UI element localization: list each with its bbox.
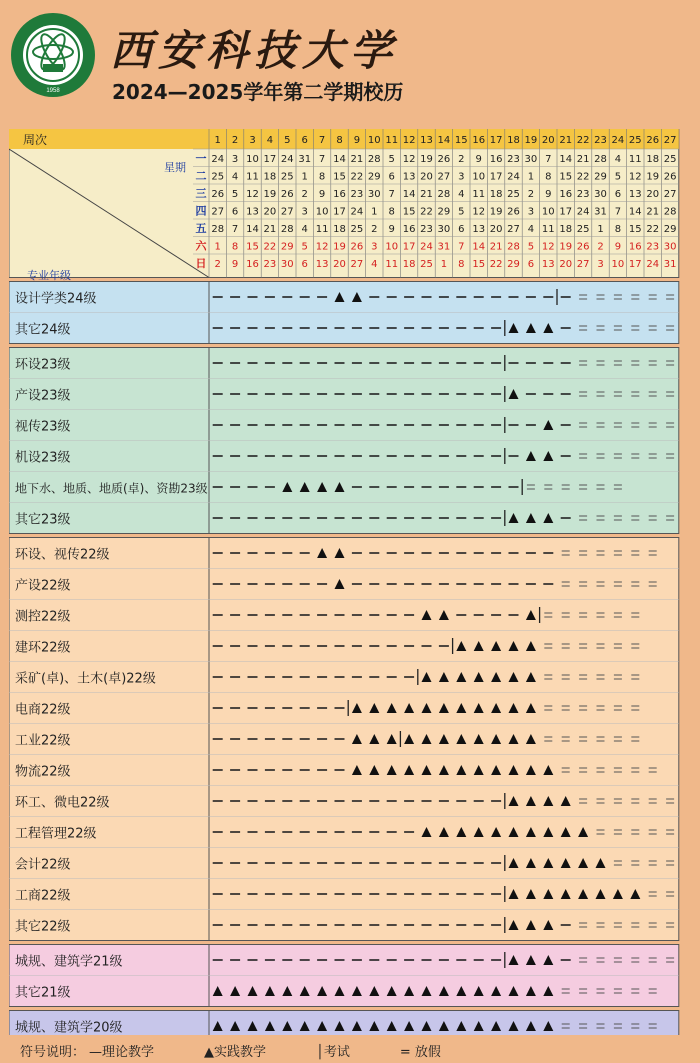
date-cell: 20 [559,259,573,270]
week-number: 1 [214,135,221,146]
date-cell: 17 [333,206,346,218]
date-cell: 21 [350,154,364,165]
date-cell: 14 [333,154,346,165]
date-cell: 24 [646,259,660,270]
date-cell: 14 [246,224,259,235]
weekday-4: 四 [195,204,207,218]
date-cell: 26 [663,171,677,183]
week-number: 7 [318,135,326,146]
date-cell: 28 [437,189,451,200]
date-cell: 22 [263,241,277,253]
date-cell: 18 [646,154,660,165]
legend [20,1041,471,1061]
weekday-1: 一 [195,152,207,165]
legend-prefix: 符号说明： [20,1045,86,1060]
date-cell: 24 [420,241,433,253]
date-cell: 20 [646,189,660,200]
date-cell: 26 [507,206,520,218]
grade-name: 环设23级 [15,357,71,373]
date-cell: 7 [388,189,395,200]
date-cell: 3 [527,206,535,218]
date-cell: 31 [663,259,677,270]
date-cell: 28 [663,206,677,218]
grade-name: 视传23级 [15,419,71,435]
date-cell: 27 [507,224,520,235]
date-cell: 24 [507,171,520,183]
grade-name: 采矿(卓)、土木(卓)22级 [15,671,156,687]
date-cell: 6 [458,224,465,235]
date-cell: 27 [663,189,677,200]
grade-name: 产设22级 [15,578,71,594]
date-cell: 3 [458,171,465,183]
date-cell: 3 [371,241,378,253]
legend-theory: —理论教学 [89,1045,155,1060]
date-cell: 15 [402,206,416,218]
date-cell: 11 [246,171,259,183]
date-cell: 5 [458,206,465,218]
date-cell: 25 [420,259,433,270]
date-cell: 28 [507,241,520,253]
grade-name: 其它21级 [15,985,71,1001]
date-cell: 10 [385,241,399,253]
date-cell: 1 [527,171,535,183]
date-cell: 4 [301,224,308,235]
date-cell: 5 [388,154,395,165]
legend-holiday: = 放假 [399,1045,441,1060]
date-cell: 31 [594,206,607,218]
date-cell: 10 [541,206,555,218]
date-cell: 10 [315,206,329,218]
week-number: 26 [646,135,660,146]
date-cell: 23 [350,189,364,200]
date-cell: 29 [367,171,381,183]
date-cell: 9 [231,259,239,270]
date-cell: 13 [246,206,259,218]
date-cell: 23 [576,189,590,200]
date-cell: 5 [527,241,535,253]
grade-name: 产设23级 [15,388,71,404]
date-cell: 27 [576,259,590,270]
date-cell: 7 [231,224,239,235]
date-cell: 6 [301,259,308,270]
week-number: 4 [266,135,274,146]
date-cell: 19 [333,241,346,253]
week-number: 16 [472,135,486,146]
date-cell: 8 [231,241,239,253]
week-label: 周次 [23,133,48,147]
week-number: 5 [284,135,291,146]
date-cell: 26 [211,189,225,200]
date-cell: 10 [472,171,486,183]
date-cell: 16 [333,189,346,200]
date-cell: 24 [211,154,225,165]
date-cell: 15 [246,241,259,253]
date-cell: 18 [559,224,573,235]
week-number: 27 [663,135,677,146]
date-cell: 6 [231,206,239,218]
week-number: 10 [367,135,381,146]
date-cell: 25 [576,224,590,235]
date-cell: 25 [663,154,677,165]
date-cell: 25 [280,171,294,183]
date-cell: 16 [402,224,416,235]
school-name: 西安科技大学 [110,26,399,75]
date-cell: 27 [280,206,294,218]
weekday-5: 五 [195,222,207,235]
date-cell: 29 [507,259,520,270]
header [0,0,700,128]
week-number: 12 [402,135,416,146]
date-cell: 4 [527,224,535,235]
date-cell: 15 [333,171,346,183]
date-cell: 12 [628,171,642,183]
date-cell: 13 [628,189,642,200]
date-cell: 1 [440,259,448,270]
date-cell: 6 [527,259,535,270]
date-cell: 30 [594,189,607,200]
date-cell: 12 [541,241,555,253]
date-cell: 3 [301,206,308,218]
date-cell: 28 [594,154,607,165]
week-number: 6 [301,135,308,146]
weekday-7: 日 [195,257,207,270]
date-cell: 17 [489,171,503,183]
date-cell: 30 [280,259,294,270]
date-cell: 18 [489,189,503,200]
date-cell: 2 [371,224,378,235]
date-cell: 8 [545,171,552,183]
date-cell: 4 [231,171,239,183]
date-cell: 14 [472,241,486,253]
week-number: 24 [611,135,625,146]
date-cell: 21 [576,154,590,165]
date-cell: 13 [402,171,416,183]
week-number: 11 [385,135,399,146]
date-cell: 8 [318,171,326,183]
date-cell: 18 [263,171,277,183]
date-cell: 28 [211,224,225,235]
grade-name: 城规、建筑学21级 [15,954,123,970]
date-cell: 9 [545,189,552,200]
date-cell: 17 [263,154,277,165]
date-cell: 17 [559,206,573,218]
grade-name: 地下水、地质、地质(卓)、资勘23级 [15,481,208,496]
date-cell: 25 [350,224,364,235]
date-cell: 2 [527,189,535,200]
date-cell: 9 [475,154,482,165]
date-cell: 27 [211,206,225,218]
date-cell: 21 [263,224,277,235]
date-cell: 28 [280,224,294,235]
date-cell: 25 [507,189,520,200]
date-cell: 5 [231,189,239,200]
weekday-2: 二 [195,169,207,183]
date-cell: 20 [263,206,277,218]
date-cell: 20 [333,259,346,270]
date-cell: 23 [420,224,433,235]
date-cell: 22 [646,224,660,235]
date-cell: 14 [628,206,642,218]
date-cell: 29 [663,224,677,235]
date-cell: 2 [458,154,465,165]
week-number: 9 [353,135,361,146]
grade-label: 专业年级 [27,269,71,282]
date-cell: 11 [541,224,555,235]
date-cell: 1 [214,241,221,253]
date-cell: 22 [350,171,364,183]
grade-name: 环设、视传22级 [15,547,110,563]
grade-name: 会计22级 [15,857,71,873]
date-cell: 9 [388,224,395,235]
date-cell: 21 [489,241,503,253]
date-cell: 3 [231,154,239,165]
date-cell: 16 [246,259,259,270]
weekday-label: 星期 [164,161,186,174]
school-calendar [9,129,700,1035]
grade-name: 城规、建筑学20级 [15,1020,123,1035]
date-cell: 19 [263,189,277,200]
date-cell: 12 [315,241,329,253]
date-cell: 10 [611,259,625,270]
date-cell: 26 [437,154,451,165]
date-cell: 21 [646,206,660,218]
week-number: 20 [541,135,555,146]
date-cell: 6 [388,171,395,183]
date-cell: 19 [420,154,433,165]
date-cell: 30 [524,154,538,165]
date-cell: 4 [371,259,378,270]
date-cell: 22 [489,259,503,270]
grade-name: 工程管理22级 [15,826,97,842]
svg-text:1958: 1958 [46,88,60,94]
date-cell: 12 [402,154,416,165]
date-cell: 13 [541,259,555,270]
date-cell: 24 [350,206,364,218]
legend-practice: ▲实践教学 [204,1045,267,1060]
date-cell: 29 [594,171,607,183]
date-cell: 18 [333,224,346,235]
grade-name: 测控22级 [15,609,71,625]
date-cell: 15 [472,259,486,270]
week-number: 25 [628,135,642,146]
date-cell: 30 [437,224,451,235]
date-cell: 23 [646,241,660,253]
week-number: 18 [507,135,520,146]
week-number: 23 [594,135,607,146]
date-cell: 7 [614,206,622,218]
weekday-3: 三 [195,187,207,200]
week-number: 21 [559,135,573,146]
date-cell: 17 [628,259,642,270]
date-cell: 8 [388,206,395,218]
legend-exam: │考试 [316,1045,350,1060]
date-cell: 24 [280,154,294,165]
grade-name: 环工、微电22级 [15,795,110,811]
weekday-6: 六 [195,239,207,253]
date-cell: 24 [576,206,590,218]
date-cell: 8 [458,259,465,270]
date-cell: 2 [214,259,221,270]
date-cell: 12 [472,206,486,218]
date-cell: 4 [614,154,622,165]
date-cell: 16 [559,189,573,200]
date-cell: 9 [318,189,326,200]
date-cell: 30 [367,189,381,200]
grade-name: 设计学类24级 [15,291,97,307]
date-cell: 26 [576,241,590,253]
term-title: 2024—2025学年第二学期校历 [112,80,404,104]
week-number: 13 [420,135,433,146]
date-cell: 2 [301,189,308,200]
date-cell: 27 [437,171,451,183]
date-cell: 26 [280,189,294,200]
week-number: 8 [336,135,343,146]
date-cell: 5 [301,241,308,253]
date-cell: 15 [559,171,573,183]
date-cell: 21 [420,189,433,200]
date-cell: 30 [663,241,677,253]
week-number: 22 [576,135,590,146]
grade-name: 工业22级 [15,733,71,749]
date-cell: 28 [367,154,381,165]
date-cell: 2 [597,241,604,253]
date-cell: 19 [489,206,503,218]
date-cell: 5 [614,171,622,183]
date-cell: 14 [559,154,573,165]
week-number: 14 [437,135,451,146]
date-cell: 17 [402,241,416,253]
date-cell: 1 [597,224,604,235]
grade-name: 物流22级 [15,764,71,780]
date-cell: 10 [246,154,259,165]
date-cell: 29 [437,206,451,218]
date-cell: 13 [472,224,486,235]
date-cell: 7 [318,154,326,165]
date-cell: 14 [402,189,416,200]
date-cell: 9 [614,241,622,253]
header-bg [9,129,679,278]
date-cell: 18 [402,259,416,270]
date-cell: 25 [211,171,225,183]
date-cell: 11 [628,154,642,165]
date-cell: 29 [280,241,294,253]
grade-name: 其它22级 [15,919,71,935]
date-cell: 27 [350,259,364,270]
grade-name: 其它23级 [15,512,71,528]
date-cell: 4 [458,189,465,200]
grade-name: 其它24级 [15,322,71,338]
date-cell: 16 [628,241,642,253]
date-cell: 12 [246,189,259,200]
date-cell: 11 [315,224,329,235]
date-cell: 26 [350,241,364,253]
date-cell: 22 [576,171,590,183]
grade-name: 电商22级 [15,702,71,718]
date-cell: 15 [628,224,642,235]
date-cell: 20 [489,224,503,235]
date-cell: 23 [507,154,520,165]
date-cell: 31 [437,241,451,253]
date-cell: 3 [597,259,604,270]
date-cell: 6 [614,189,622,200]
date-cell: 11 [472,189,486,200]
date-cell: 22 [420,206,433,218]
university-logo [10,12,96,98]
grade-name: 机设23级 [15,450,71,466]
date-cell: 11 [385,259,399,270]
date-cell: 20 [420,171,433,183]
date-cell: 7 [458,241,465,253]
date-cell: 31 [298,154,312,165]
grade-name: 工商22级 [15,888,71,904]
week-number: 3 [249,135,256,146]
date-cell: 1 [301,171,308,183]
date-cell: 8 [614,224,622,235]
date-cell: 13 [315,259,329,270]
week-number: 17 [489,135,503,146]
date-cell: 16 [489,154,503,165]
date-cell: 7 [545,154,552,165]
date-cell: 1 [371,206,378,218]
date-cell: 19 [559,241,573,253]
week-number: 15 [454,135,468,146]
week-number: 19 [524,135,538,146]
date-cell: 23 [263,259,277,270]
week-number: 2 [231,135,239,146]
date-cell: 19 [646,171,660,183]
grade-name: 建环22级 [15,640,71,656]
